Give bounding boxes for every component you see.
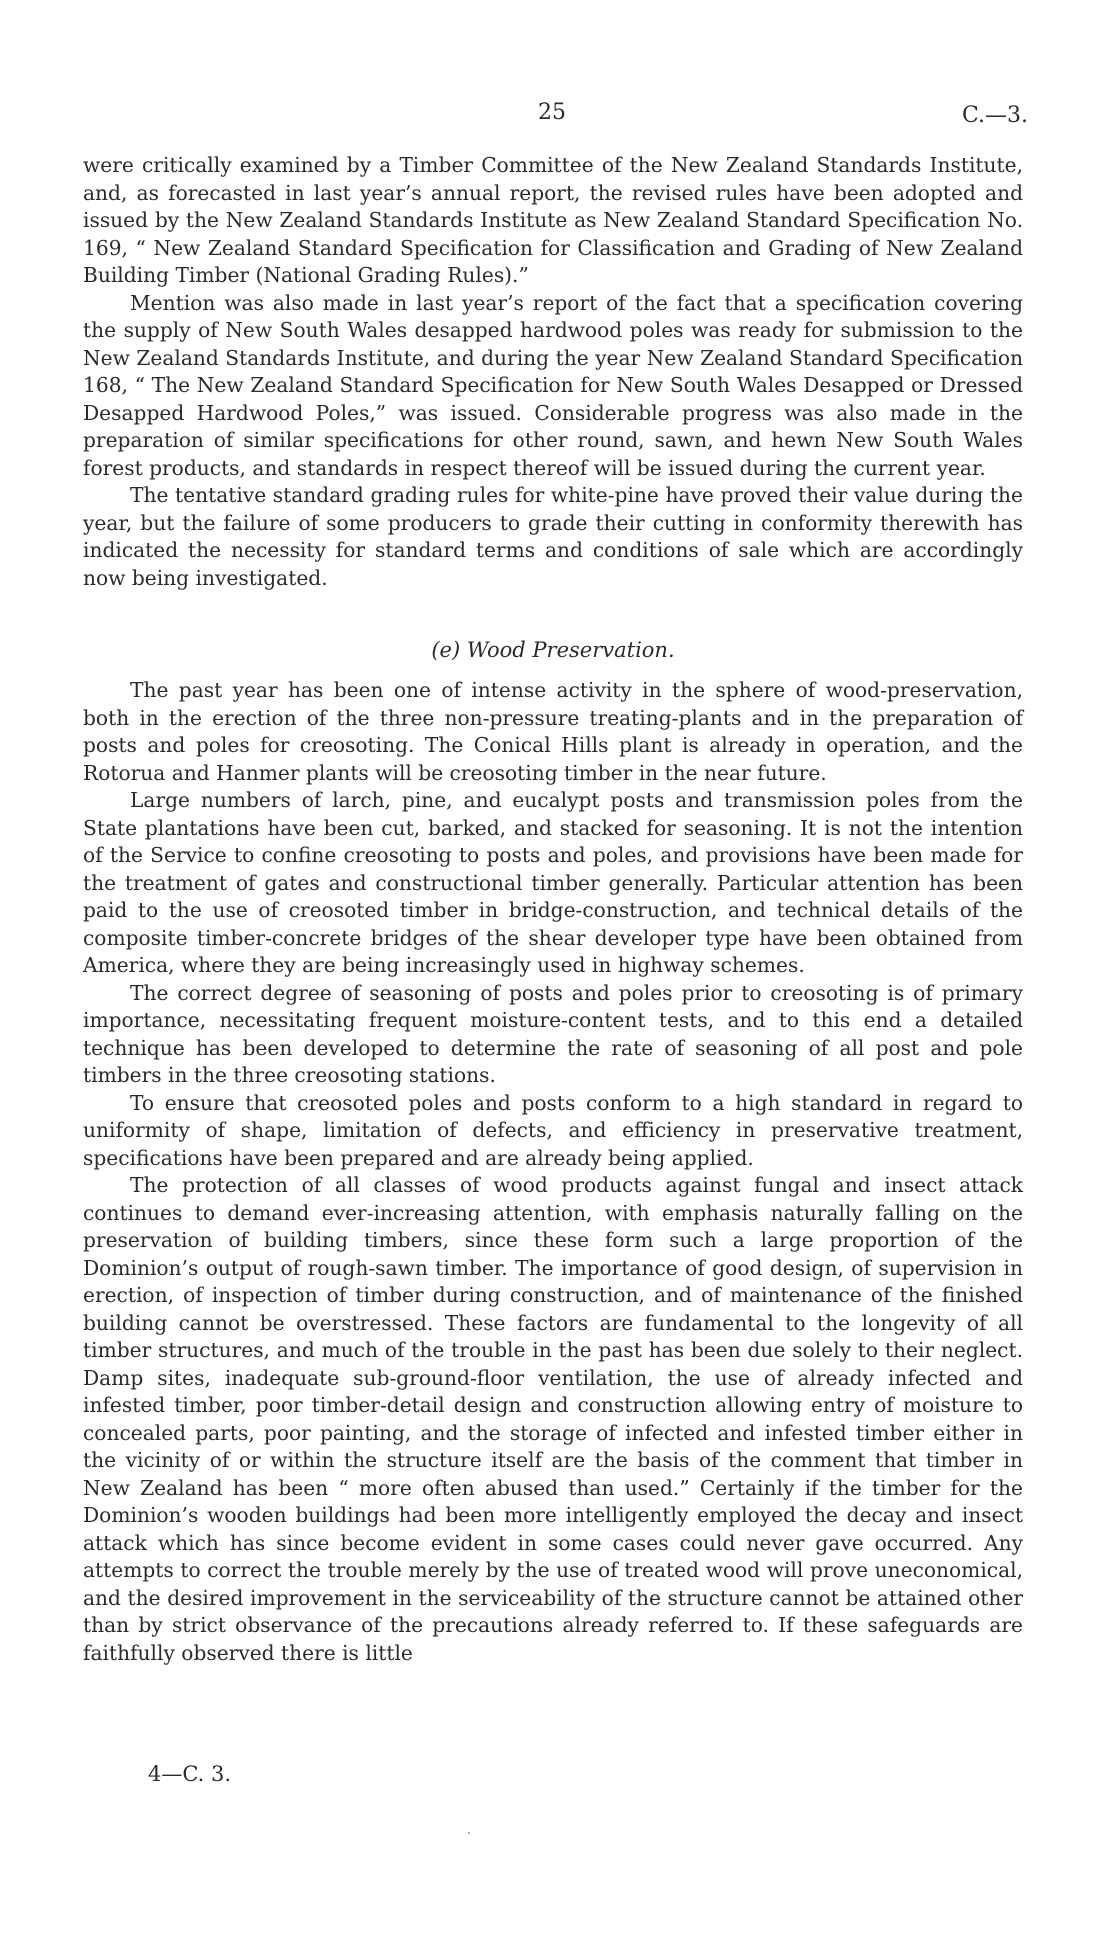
signature-mark: 4—C. 3.: [148, 1762, 232, 1786]
paragraph: The past year has been one of intense activity in the sphere of wood-preservation, both in the erection of the three non-pressure treating-plants and in the preparation of posts and poles for creosoting. The Conical Hills plant is already in operation, and the Rotorua and Hanmer plants will be creosoting timber in the near future.: [83, 678, 1023, 785]
paragraph: Large numbers of larch, pine, and eucalypt posts and transmission poles from the State plantations have been cut, barked, and stacked for seasoning. It is not the intention of the Service to confine creosoting to posts and poles, and provisions have been made for the treatment of gates and constructional timber generally. Particular attention has been paid to the use of creosoted timber in bridge-construction, and technical details of the composite timber-concrete bridges of the shear developer type have been obtained from America, where they are being increasingly used in highway schemes.: [83, 788, 1023, 977]
paragraph: The protection of all classes of wood products against fungal and insect attack continues to demand ever-increasing attention, with emphasis naturally falling on the preservation of building timbers, since these form such a large proportion of the Dominion’s output of rough-sawn timber. The importance of good design, of supervision in erection, of inspection of timber during construction, and of maintenance of the finished building cannot be overstressed. These factors are fundamental to the longevity of all timber structures, and much of the trouble in the past has been due solely to their neglect. Damp sites, inadequate sub-ground-floor ventilation, the use of already infected and infested timber, poor timber-detail design and construction allowing entry of moisture to concealed parts, poor painting, and the storage of infected and infested timber either in the vicinity of or within the structure itself are the basis of the comment that timber in New Zealand has been “ more often abused than used.” Certainly if the timber for the Dominion’s wooden buildings had been more intelligently employed the decay and insect attack which has since become evident in some cases could never gave occurred. Any attempts to correct the trouble merely by the use of treated wood will prove uneconomical, and the desired improvement in the serviceability of the structure cannot be attained other than by strict observance of the precautions already referred to. If these safeguards are faithfully observed there is little: [83, 1173, 1023, 1665]
scan-speck: [468, 1832, 470, 1834]
body-text: [83, 152, 1023, 1667]
paragraph: The correct degree of seasoning of posts and poles prior to creosoting is of primary importance, necessitating frequent moisture-content tests, and to this end a detailed technique has been developed to determine the rate of seasoning of all post and pole timbers in the three creosoting stations.: [83, 980, 1023, 1087]
document-reference: C.—3.: [962, 103, 1029, 128]
section-heading-wood-preservation: (e) Wood Preservation.: [431, 638, 675, 662]
paragraph-continued: were critically examined by a Timber Committee of the New Zealand Standards Institute, and, as forecasted in last year’s annual report, the revised rules have been adopted and issued by the New Zealand Standards Institute as New Zealand Standard Specification No. 169, “ New Zealand Standard Specification for Classification and Grading of New Zealand Building Timber (National Grading Rules).”: [83, 153, 1023, 287]
paragraph: Mention was also made in last year’s report of the fact that a specification covering the supply of New South Wales desapped hardwood poles was ready for submission to the New Zealand Standards Institute, and during the year New Zealand Standard Specification 168, “ The New Zealand Standard Specification for New South Wales Desapped or Dressed Desapped Hardwood Poles,” was issued. Considerable progress was also made in the preparation of similar specifications for other round, sawn, and hewn New South Wales forest products, and standards in respect thereof will be issued during the current year.: [83, 290, 1023, 480]
page-number: 25: [538, 100, 566, 125]
paragraph: To ensure that creosoted poles and posts conform to a high standard in regard to uniformity of shape, limitation of defects, and efficiency in preservative treatment, specifications have been prepared and are already being applied.: [83, 1090, 1023, 1170]
paragraph: The tentative standard grading rules for white-pine have proved their value during the year, but the failure of some producers to grade their cutting in conformity therewith has indicated the necessity for standard terms and conditions of sale which are accordingly now being investigated.: [83, 483, 1023, 590]
